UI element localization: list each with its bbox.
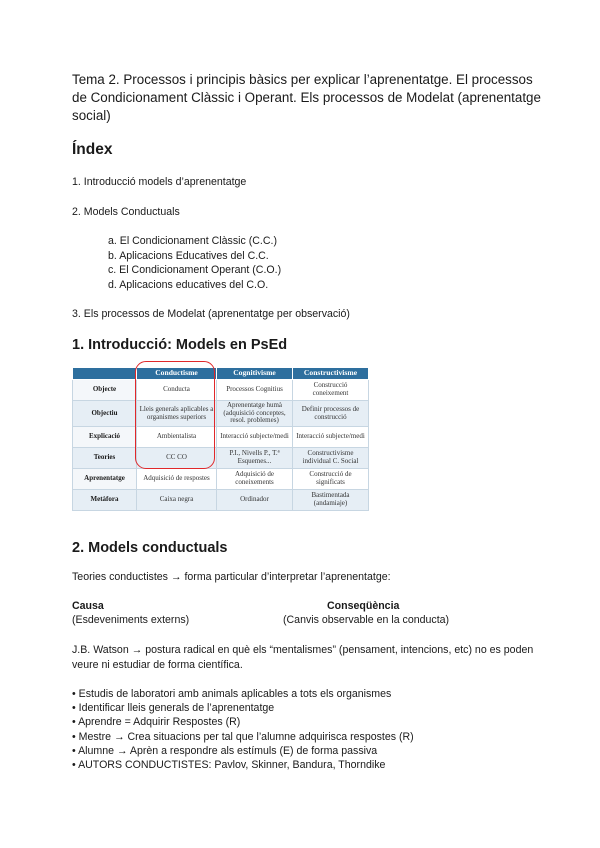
table-cell: CC CO bbox=[137, 448, 217, 469]
table-cell: Processos Cognitius bbox=[217, 380, 293, 401]
table-row-header: Explicació bbox=[73, 427, 137, 448]
table-header-cell: Cognitivisme bbox=[217, 368, 293, 380]
table-header-cell bbox=[73, 368, 137, 380]
section-2-heading: 2. Models conductuals bbox=[72, 540, 228, 556]
watson-paragraph: J.B. Watson → postura radical en què els “mentalismes” (pensament, intencions, etc) no es poden veure ni estudiar de forma científica. bbox=[72, 644, 534, 671]
causa-label: Causa bbox=[72, 600, 104, 612]
list-item: • Mestre → Crea situacions per tal que l’alumne adquirisca respostes (R) bbox=[72, 730, 414, 743]
list-item: • Estudis de laboratori amb animals aplicables a tots els organismes bbox=[72, 688, 392, 700]
table-cell: Bastimentada (andamiaje) bbox=[293, 490, 369, 511]
list-item: • AUTORS CONDUCTISTES: Pavlov, Skinner, Bandura, Thorndike bbox=[72, 759, 386, 772]
table-row-header: Objecte bbox=[73, 380, 137, 401]
table-row bbox=[73, 401, 369, 427]
table-row bbox=[73, 380, 369, 401]
table-cell: Interacció subjecte/medi bbox=[217, 427, 293, 448]
section-2-intro: Teories conductistes → forma particular d’interpretar l’aprenentatge: bbox=[72, 571, 391, 583]
table-header-cell: Conductisme bbox=[137, 368, 217, 380]
index-subitem-c: c. El Condicionament Operant (C.O.) bbox=[108, 264, 282, 276]
index-item-3: 3. Els processos de Modelat (aprenentatge per observació) bbox=[72, 308, 350, 320]
table-cell: Adquisició de coneixements bbox=[217, 469, 293, 490]
table-row-header: Teories bbox=[73, 448, 137, 469]
table-cell: P.I., Nivells P., T.ª Esquemes... bbox=[217, 448, 293, 469]
table-row-header: Metàfora bbox=[73, 490, 137, 511]
highlight-oval bbox=[135, 361, 215, 469]
list-item: • Alumne → Aprèn a respondre als estímuls (E) de forma passiva bbox=[72, 744, 378, 757]
table-header-row bbox=[73, 368, 369, 380]
document-title: Tema 2. Processos i principis bàsics per explicar l’aprenentatge. El processos de Condicionament Clàssic i Operant. Els processos de Modelat (aprenentatge social) bbox=[72, 72, 541, 123]
table-row bbox=[73, 469, 369, 490]
section-1-heading: 1. Introducció: Models en PsEd bbox=[72, 337, 288, 353]
table-cell: Lleis generals aplicables a organismes superiors bbox=[137, 401, 217, 427]
behaviourism-bullet-list bbox=[72, 687, 414, 772]
table-cell: Interacció subjecte/medi bbox=[293, 427, 369, 448]
index-heading: Índex bbox=[72, 141, 113, 158]
index-item-2: 2. Models Conductuals bbox=[72, 206, 180, 218]
table-cell: Adquisició de respostes bbox=[137, 469, 217, 490]
table-row-header: Aprenentatge bbox=[73, 469, 137, 490]
list-item: • Identificar lleis generals de l’aprenentatge bbox=[72, 702, 275, 715]
index-subitem-d: d. Aplicacions educatives del C.O. bbox=[108, 279, 269, 291]
table-cell: Ordinador bbox=[217, 490, 293, 511]
index-item-1: 1. Introducció models d’aprenentatge bbox=[72, 176, 247, 188]
table-cell: Construcció de significats bbox=[293, 469, 369, 490]
list-item: • Aprendre = Adquirir Respostes (R) bbox=[72, 716, 241, 729]
models-comparison-table bbox=[72, 367, 369, 511]
table-cell: Aprenentatge humà (adquisició conceptes, resol. problemes) bbox=[217, 401, 293, 427]
table-row bbox=[73, 490, 369, 511]
table-row bbox=[73, 448, 369, 469]
table-row-header: Objectiu bbox=[73, 401, 137, 427]
table-cell: Definir processos de construcció bbox=[293, 401, 369, 427]
consequencia-label: Conseqüència bbox=[327, 600, 400, 612]
table-cell: Construcció coneixement bbox=[293, 380, 369, 401]
causa-description: (Esdeveniments externs) bbox=[72, 614, 190, 626]
table-header-cell: Constructivisme bbox=[293, 368, 369, 380]
index-subitem-b: b. Aplicacions Educatives del C.C. bbox=[108, 250, 269, 262]
index-subitem-a: a. El Condicionament Clàssic (C.C.) bbox=[108, 235, 277, 247]
table-cell: Ambientalista bbox=[137, 427, 217, 448]
table-cell: Caixa negra bbox=[137, 490, 217, 511]
table-cell: Conducta bbox=[137, 380, 217, 401]
consequencia-description: (Canvis observable en la conducta) bbox=[283, 614, 450, 626]
table-cell: Constructivisme individual C. Social bbox=[293, 448, 369, 469]
table-row bbox=[73, 427, 369, 448]
